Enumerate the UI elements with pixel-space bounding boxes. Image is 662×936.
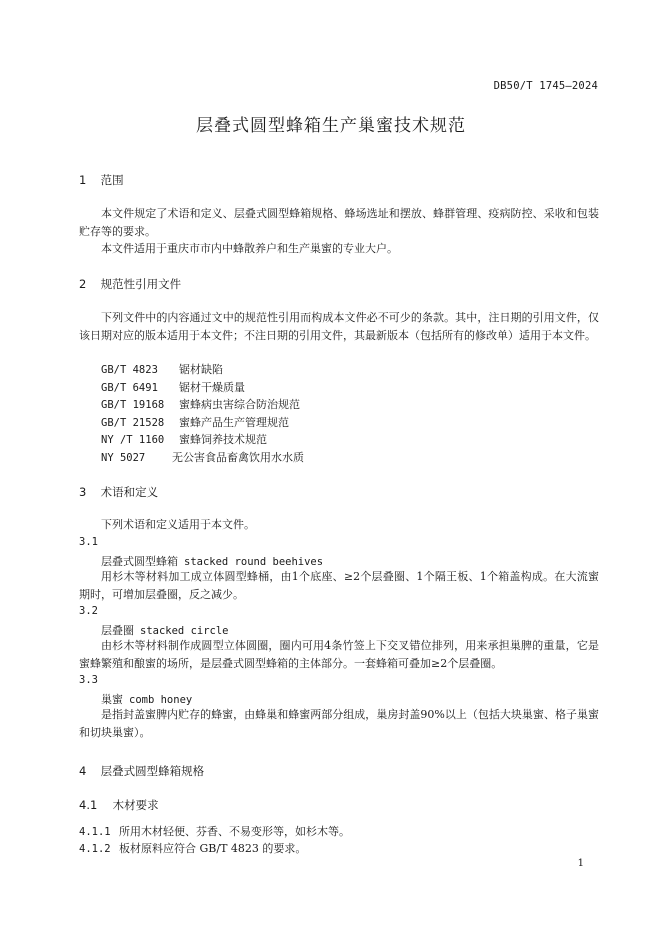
scope-paragraph-1: 本文件规定了术语和定义、层叠式圆型蜂箱规格、蜂场选址和摆放、蜂群管理、疫病防控、采收和包装贮存等的要求。: [79, 207, 599, 238]
reference-name: 蜜蜂产品生产管理规范: [179, 415, 289, 429]
section-number: 4: [79, 764, 87, 778]
clause-text: 板材原料应符合 GB/T 4823 的要求。: [119, 842, 307, 855]
document-code: DB50/T 1745—2024: [493, 80, 598, 92]
clause-4-1-1: [79, 823, 350, 839]
term-number: 3.1: [79, 536, 98, 548]
references-intro: 下列文件中的内容通过文中的规范性引用而构成本文件必不可少的条款。其中，注日期的引用文件，仅该日期对应的版本适用于本文件；不注日期的引用文件，其最新版本（包括所有的修改单）适用于本文件。: [79, 311, 599, 342]
reference-item: [101, 449, 304, 467]
clause-text: 所用木材轻便、芬香、不易变形等，如杉木等。: [119, 825, 350, 838]
subsection-number: 4.1: [79, 798, 98, 812]
reference-name: 锯材缺陷: [179, 363, 223, 376]
term-definition: 用杉木等材料加工成立体圆型蜂桶，由1个底座、≥2个层叠圈、1个隔王板、1个箱盖构成。在大流蜜期时，可增加层叠圈，反之减少。: [79, 570, 599, 601]
reference-code: GB/T 6491: [101, 381, 158, 394]
reference-name: 蜜蜂饲养技术规范: [179, 433, 267, 446]
section-number: 3: [79, 485, 87, 499]
term-name-en: comb honey: [129, 694, 193, 706]
section-title: 规范性引用文件: [100, 277, 182, 291]
section-title: 层叠式圆型蜂箱规格: [100, 764, 205, 778]
section-number: 1: [79, 173, 87, 187]
reference-list: [101, 361, 304, 466]
term-name-zh: 巢蜜: [101, 693, 123, 706]
subsection-4-1-heading: [79, 797, 159, 813]
reference-code: NY 5027: [101, 451, 146, 464]
reference-item: [101, 396, 304, 414]
term-name: [101, 691, 192, 707]
reference-code: GB/T 21528: [101, 416, 165, 429]
reference-code: GB/T 4823: [101, 364, 158, 376]
section-title: 术语和定义: [100, 485, 159, 499]
section-3-heading: [79, 484, 158, 500]
reference-code: NY /T 1160: [101, 434, 165, 446]
term-number: 3.2: [79, 605, 98, 617]
term-name: [101, 622, 229, 638]
term-name-en: stacked circle: [140, 625, 229, 637]
term-definition: 是指封盖蜜脾内贮存的蜂蜜，由蜂巢和蜂蜜两部分组成，巢房封盖90%以上（包括大块巢蜜、格子巢蜜和切块巢蜜）。: [79, 708, 599, 739]
clause-number: 4.1.1: [79, 826, 111, 838]
term-name-zh: 层叠式圆型蜂箱: [101, 555, 178, 568]
clause-4-1-2: [79, 840, 306, 856]
reference-name: 无公害食品畜禽饮用水水质: [172, 450, 304, 464]
term-number: 3.3: [79, 674, 98, 686]
term-name-en: stacked round beehives: [184, 556, 324, 568]
reference-code: GB/T 19168: [101, 399, 165, 411]
term-name-zh: 层叠圈: [101, 624, 134, 637]
section-4-heading: [79, 763, 204, 779]
section-2-heading: [79, 276, 181, 292]
scope-paragraph-2: 本文件适用于重庆市市内中蜂散养户和生产巢蜜的专业大户。: [101, 242, 398, 255]
reference-name: 蜜蜂病虫害综合防治规范: [179, 398, 300, 411]
document-title: 层叠式圆型蜂箱生产巢蜜技术规范: [196, 116, 466, 136]
section-number: 2: [79, 277, 87, 291]
subsection-title: 木材要求: [112, 798, 159, 812]
terms-intro: 下列术语和定义适用于本文件。: [101, 518, 255, 531]
section-1-heading: [79, 172, 124, 188]
section-title: 范围: [100, 173, 124, 187]
reference-item: [101, 431, 304, 449]
reference-item: [101, 361, 304, 379]
reference-item: [101, 379, 304, 397]
clause-number: 4.1.2: [79, 843, 111, 855]
term-name: [101, 553, 323, 569]
reference-name: 锯材干燥质量: [179, 380, 245, 394]
term-definition: 由杉木等材料制作成圆型立体圆圈，圈内可用4条竹签上下交叉错位排列，用来承担巢脾的重量，它是蜜蜂繁殖和酿蜜的场所，是层叠式圆型蜂箱的主体部分。一套蜂箱可叠加≥2个层叠圈。: [79, 639, 599, 670]
reference-item: [101, 414, 304, 432]
page-number: 1: [577, 858, 584, 869]
